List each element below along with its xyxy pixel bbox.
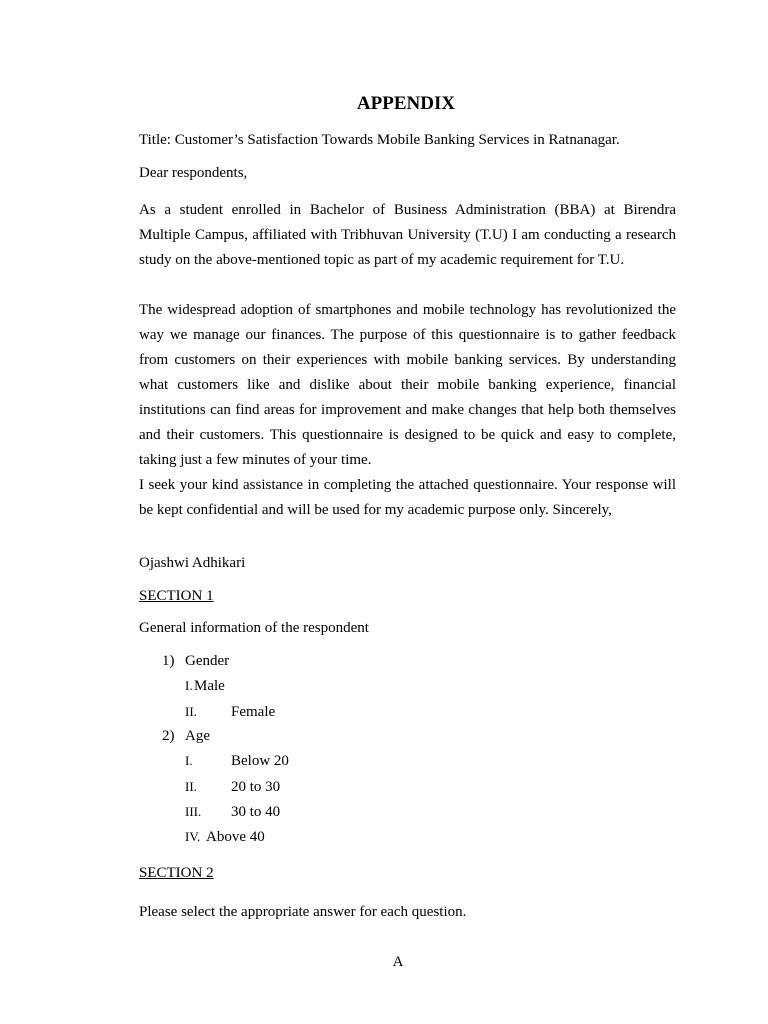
document-title: Title: Customer’s Satisfaction Towards Mobile Banking Services in Ratnanagar. <box>139 132 620 148</box>
request-paragraph: I seek your kind assistance in completing the attached questionnaire. Your response will be kept confidential and will be used for my academic purpose only. Sincerely, <box>139 477 676 518</box>
option-text: Male <box>194 678 225 694</box>
option-numeral: I. <box>185 678 193 693</box>
appendix-heading: APPENDIX <box>356 93 456 114</box>
section-2-label: SECTION 2 <box>139 865 214 881</box>
intro-paragraph: As a student enrolled in Bachelor of Business Administration (BBA) at Birendra Multiple Campus, affiliated with Tribhuvan University (T.U) I am conducting a research study on the above-mentioned topic as part of my academic requirement for T.U. <box>139 202 676 268</box>
option-text: 30 to 40 <box>231 804 281 820</box>
option-text: Above 40 <box>206 829 265 845</box>
purpose-paragraph: The widespread adoption of smartphones and mobile technology has revolutionized the way we manage our finances. The purpose of this questionnaire is to gather feedback from customers on their experiences with mobile banking services. By understanding what customers like and dislike about their mobile banking experience, financial institutions can find areas for improvement and make changes that help both themselves and their customers. This questionnaire is designed to be quick and easy to complete, taking just a few minutes of your time. <box>139 302 676 468</box>
question-1-text: Gender <box>185 653 230 669</box>
section-1-subtitle: General information of the respondent <box>139 620 369 636</box>
salutation: Dear respondents, <box>139 165 248 181</box>
option-numeral: III. <box>185 804 202 819</box>
question-2-number: 2) <box>162 728 175 744</box>
option-numeral: I. <box>185 753 193 768</box>
option-text: Below 20 <box>231 753 289 769</box>
section-2-instruction: Please select the appropriate answer for each question. <box>139 904 467 920</box>
signature-name: Ojashwi Adhikari <box>139 555 246 571</box>
page-number: A <box>392 954 404 970</box>
option-numeral: II. <box>185 779 197 794</box>
question-1-number: 1) <box>162 653 175 669</box>
question-2-text: Age <box>185 728 210 744</box>
option-text: 20 to 30 <box>231 779 281 795</box>
option-numeral: II. <box>185 704 197 719</box>
option-text: Female <box>231 704 276 720</box>
option-numeral: IV. <box>185 829 201 844</box>
section-1-label: SECTION 1 <box>139 588 214 604</box>
